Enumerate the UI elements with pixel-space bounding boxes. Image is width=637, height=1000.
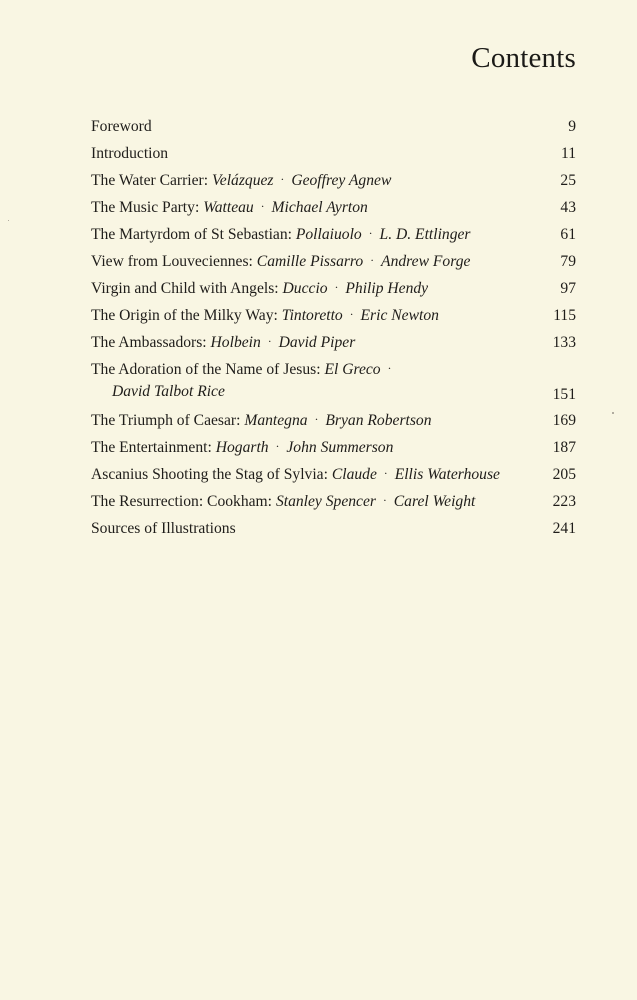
toc-entry-author: Bryan Robertson <box>325 412 432 429</box>
toc-entry <box>91 194 576 221</box>
toc-entry-author: L. D. Ettlinger <box>379 226 471 243</box>
toc-entry <box>91 248 576 275</box>
toc-page-number: 223 <box>552 493 576 510</box>
toc-separator: · <box>382 493 387 507</box>
toc-entry-title: Virgin and Child with Angels: <box>91 280 279 297</box>
toc-entry <box>91 488 576 515</box>
toc-page-number: 115 <box>553 307 576 324</box>
paper-speck <box>8 220 9 221</box>
toc-entry <box>91 434 576 461</box>
toc-page-number: 133 <box>552 334 576 351</box>
toc-page-number: 151 <box>552 386 576 403</box>
toc-page-number: 61 <box>560 226 576 243</box>
table-of-contents <box>91 113 576 542</box>
toc-entry-title: View from Louveciennes: <box>91 253 253 270</box>
toc-entry-title: The Adoration of the Name of Jesus: <box>91 361 321 378</box>
toc-entry-title: The Ambassadors: <box>91 334 207 351</box>
paper-speck <box>612 412 614 414</box>
toc-entry-artist: Camille Pissarro <box>256 253 364 270</box>
toc-entry-title: The Martyrdom of St Sebastian: <box>91 226 292 243</box>
toc-entry-author: Philip Hendy <box>345 280 429 297</box>
toc-entry-title: The Entertainment: <box>91 439 212 456</box>
toc-entry-title: The Origin of the Milky Way: <box>91 307 278 324</box>
toc-entry-artist: Watteau <box>203 199 254 216</box>
toc-entry-artist: Stanley Spencer <box>275 493 376 510</box>
toc-page-number: 97 <box>560 280 576 297</box>
toc-separator: · <box>267 334 272 348</box>
toc-entry-title: Introduction <box>91 145 169 162</box>
toc-entry-author: John Summerson <box>286 439 394 456</box>
toc-page-number: 205 <box>552 466 576 483</box>
toc-page-number: 79 <box>560 253 576 270</box>
toc-entry-artist: Pollaiuolo <box>295 226 362 243</box>
toc-entry-author: David Talbot Rice <box>112 383 225 400</box>
toc-entry-artist: El Greco <box>324 361 381 378</box>
toc-entry-artist: Duccio <box>282 280 328 297</box>
toc-separator: · <box>280 172 285 186</box>
toc-entry <box>91 515 576 542</box>
toc-entry <box>91 275 576 302</box>
toc-entry-author: Eric Newton <box>360 307 439 324</box>
toc-entry-title: The Music Party: <box>91 199 200 216</box>
toc-separator: · <box>275 439 280 453</box>
toc-separator: · <box>383 466 388 480</box>
toc-separator: · <box>370 253 375 267</box>
toc-separator: · <box>334 280 339 294</box>
toc-entry-author: Ellis Waterhouse <box>394 466 500 483</box>
toc-entry-author: Michael Ayrton <box>271 199 368 216</box>
toc-entry-author: Carel Weight <box>393 493 476 510</box>
toc-page-number: 11 <box>560 145 576 162</box>
toc-entry-author: Geoffrey Agnew <box>291 172 392 189</box>
toc-page-number: 169 <box>552 412 576 429</box>
toc-entry-title: The Water Carrier: <box>91 172 209 189</box>
toc-entry-title: Ascanius Shooting the Stag of Sylvia: <box>91 466 328 483</box>
toc-entry-artist: Claude <box>331 466 377 483</box>
toc-page-number: 25 <box>560 172 576 189</box>
toc-entry-artist: Tintoretto <box>281 307 343 324</box>
toc-entry-author: Andrew Forge <box>381 253 471 270</box>
toc-separator: · <box>368 226 373 240</box>
toc-separator: · <box>387 361 392 375</box>
toc-page-number: 187 <box>552 439 576 456</box>
toc-entry-line <box>91 356 576 381</box>
toc-entry-title: The Triumph of Caesar: <box>91 412 241 429</box>
toc-page-number: 9 <box>568 118 576 135</box>
toc-separator: · <box>314 412 319 426</box>
toc-entry <box>91 407 576 434</box>
toc-separator: · <box>260 199 265 213</box>
toc-page-number: 43 <box>560 199 576 216</box>
toc-entry-title: The Resurrection: Cookham: <box>91 493 273 510</box>
toc-entry-title: Foreword <box>91 118 152 135</box>
toc-page-number: 241 <box>552 520 576 537</box>
toc-entry <box>91 356 576 407</box>
toc-entry <box>91 113 576 140</box>
toc-entry-artist: Velázquez <box>212 172 274 189</box>
toc-entry-artist: Hogarth <box>215 439 269 456</box>
toc-entry-title: Sources of Illustrations <box>91 520 236 537</box>
toc-entry-artist: Holbein <box>210 334 261 351</box>
toc-entry <box>91 461 576 488</box>
toc-entry-author: David Piper <box>278 334 356 351</box>
toc-entry <box>91 302 576 329</box>
toc-entry <box>91 140 576 167</box>
toc-entry <box>91 221 576 248</box>
toc-separator: · <box>349 307 354 321</box>
toc-entry-artist: Mantegna <box>244 412 308 429</box>
toc-entry <box>91 167 576 194</box>
toc-entry-line-continued <box>91 381 576 407</box>
page-title: Contents <box>471 42 576 74</box>
toc-entry <box>91 329 576 356</box>
